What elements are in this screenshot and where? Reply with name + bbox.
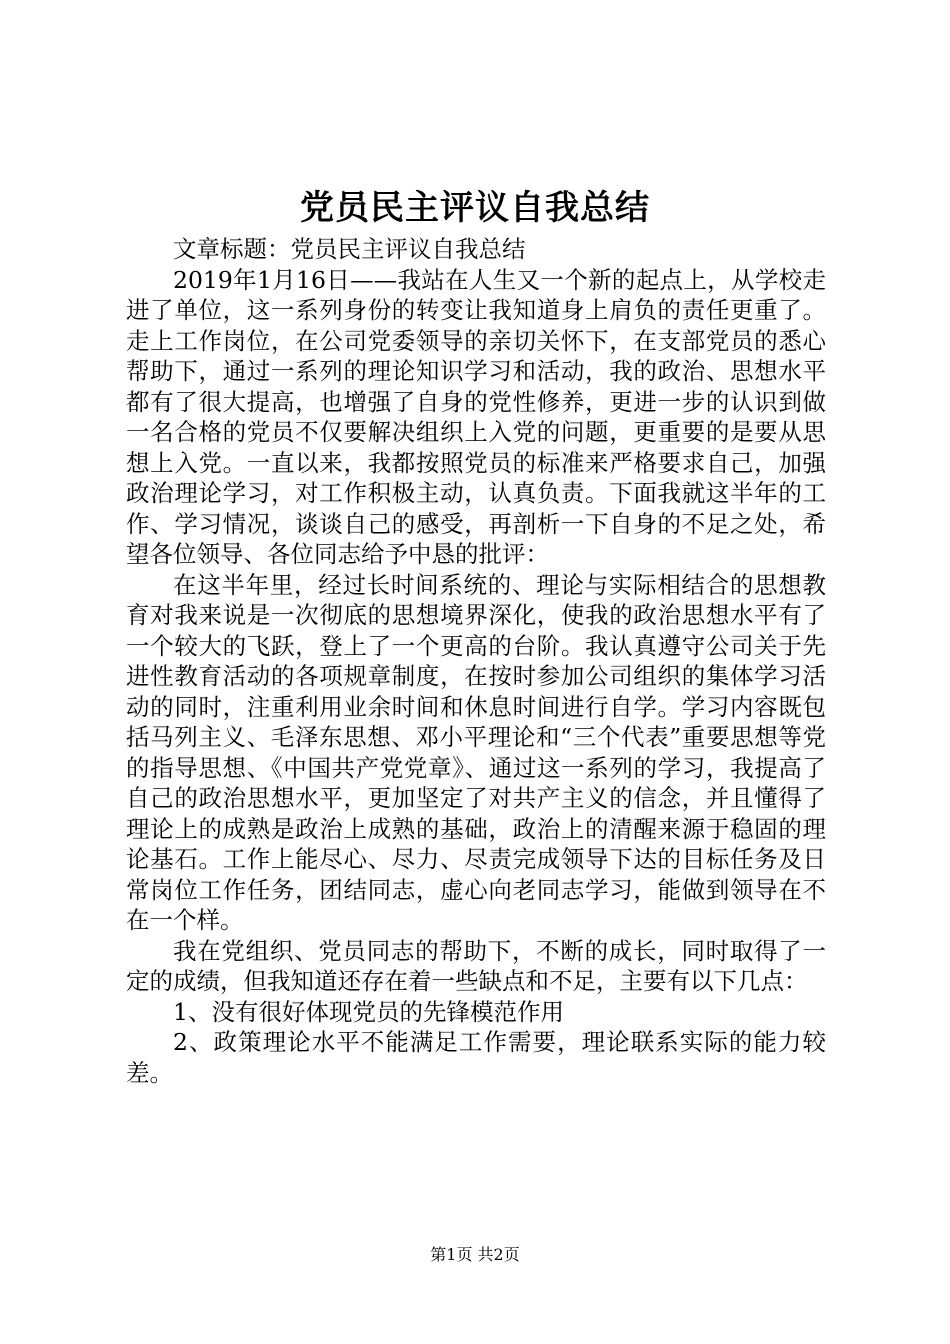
- article-title-line: 文章标题：党员民主评议自我总结: [173, 235, 526, 263]
- page-number-footer: 第1页 共2页: [430, 1245, 520, 1264]
- document-body: [126, 234, 826, 1088]
- body-paragraph: 在这半年里，经过长时间系统的、理论与实际相结合的思想教育对我来说是一次彻底的思想境界深化，使我的政治思想水平有了一个较大的飞跃，登上了一个更高的台阶。我认真遵守公司关于先进性教育活动的各项规章制度，在按时参加公司组织的集体学习活动的同时，注重利用业余时间和休息时间进行自学。学习内容既包括马列主义、毛泽东思想、邓小平理论和“三个代表”重要思想等党的指导思想、《中国共产党党章》、通过这一系列的学习，我提高了自己的政治思想水平，更加坚定了对共产主义的信念，并且懂得了理论上的成熟是政治上成熟的基础，政治上的清醒来源于稳固的理论基石。工作上能尽心、尽力、尽责完成领导下达的目标任务及日常岗位工作任务，团结同志，虚心向老同志学习，能做到领导在不在一个样。: [126, 570, 826, 934]
- list-item: 2、政策理论水平不能满足工作需要，理论联系实际的能力较差。: [126, 1028, 826, 1087]
- body-paragraph: 2019年1月16日——我站在人生又一个新的起点上，从学校走进了单位，这一系列身份的转变让我知道身上肩负的责任更重了。走上工作岗位，在公司党委领导的亲切关怀下，在支部党员的悉心帮助下，通过一系列的理论知识学习和活动，我的政治、思想水平都有了很大提高，也增强了自身的党性修养，更进一步的认识到做一名合格的党员不仅要解决组织上入党的问题，更重要的是要从思想上入党。一直以来，我都按照党员的标准来严格要求自己，加强政治理论学习，对工作积极主动，认真负责。下面我就这半年的工作、学习情况，谈谈自己的感受，再剖析一下自身的不足之处，希望各位领导、各位同志给予中恳的批评：: [126, 265, 826, 568]
- list-item: 1、没有很好体现党员的先锋模范作用: [173, 997, 564, 1026]
- body-paragraph: 我在党组织、党员同志的帮助下，不断的成长，同时取得了一定的成绩，但我知道还存在着一些缺点和不足，主要有以下几点：: [126, 936, 826, 995]
- document-title: 党员民主评议自我总结: [300, 188, 650, 228]
